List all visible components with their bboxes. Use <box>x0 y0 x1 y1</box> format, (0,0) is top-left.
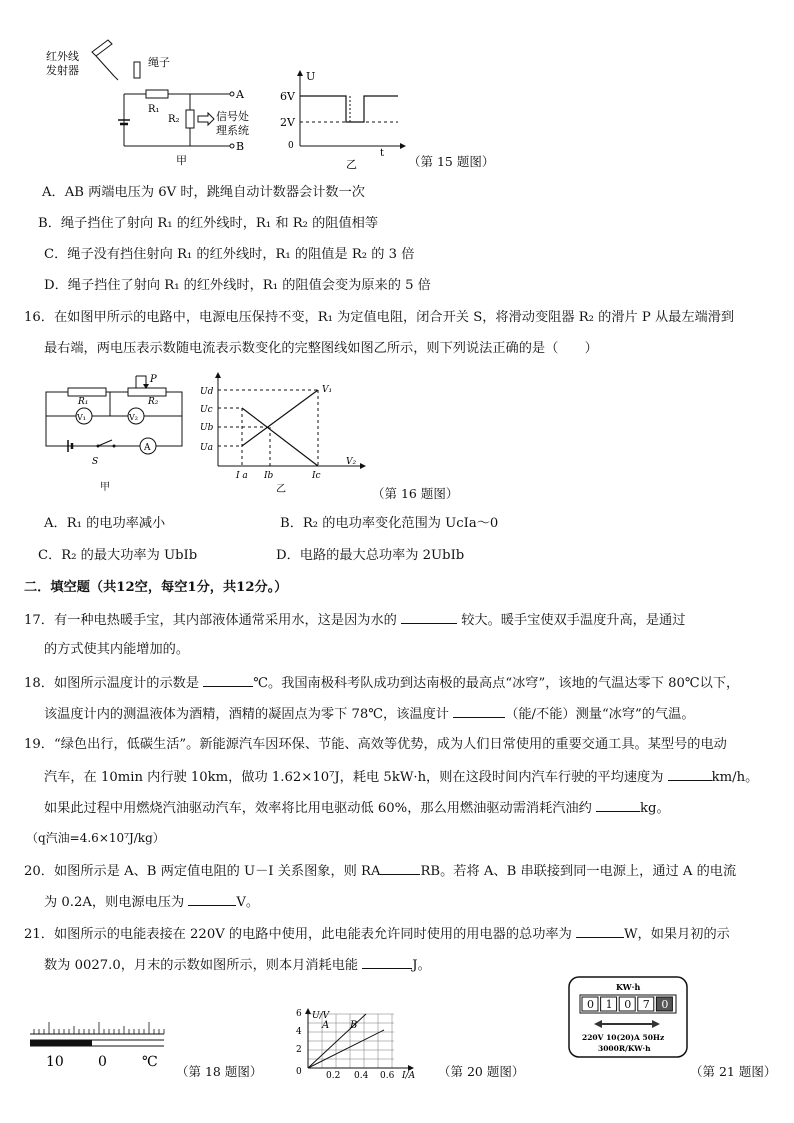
q20-blank-2[interactable] <box>188 892 236 906</box>
q18-thermometer-figure <box>28 1012 168 1076</box>
xtick-04: 0.4 <box>354 1071 369 1081</box>
r2-resistor <box>186 110 194 128</box>
ytick-2: 2 <box>296 1045 302 1055</box>
line-b-label: B <box>350 1020 358 1031</box>
q18-line1 <box>24 673 739 693</box>
q17-line2: 的方式使其内能增加的。 <box>44 642 190 657</box>
q20-text-d: V。 <box>236 895 260 910</box>
q20-caption: （第 20 题图） <box>438 1064 525 1079</box>
q19-line2 <box>44 767 758 787</box>
emitter-label-2: 发射器 <box>46 64 79 77</box>
r1-label: R₁ <box>148 104 160 115</box>
rope-icon <box>134 62 140 78</box>
ia-label: I a <box>236 471 248 481</box>
switch-s-label: S <box>92 457 99 467</box>
system-label-1: 信号处 <box>216 110 249 123</box>
ud-label: Ud <box>200 387 214 397</box>
rope-label: 绳子 <box>148 56 170 69</box>
ytick-6: 6 <box>296 1009 302 1019</box>
q18-text-c: 该温度计内的测温液体为酒精，酒精的凝固点为零下 78℃，该温度计 <box>44 707 449 722</box>
q20-text-c: 为 0.2A，则电源电压为 <box>44 895 185 910</box>
q18-line2 <box>44 704 695 724</box>
q20-blank-1[interactable] <box>380 861 420 875</box>
q19-blank-1[interactable] <box>668 767 712 781</box>
q16-option-d: D．电路的最大总功率为 2UbIb <box>276 548 465 563</box>
i-axis-label: I/A <box>402 1071 416 1081</box>
q18-blank-2[interactable] <box>453 704 505 718</box>
meter-digit: 7 <box>642 998 650 1011</box>
q19-line3 <box>44 798 670 818</box>
q18-text-b: ℃。我国南极科考队成功到达南极的最高点“冰穹”，该地的气温达零下 80℃以下， <box>253 676 740 691</box>
v1-line-label: V₁ <box>322 385 333 395</box>
q21-blank-1[interactable] <box>576 924 624 938</box>
r2-label: R₂ <box>168 114 180 125</box>
q19-text-d: kg。 <box>640 801 670 816</box>
q17-blank-1[interactable] <box>401 610 457 624</box>
fig-yi-label: 乙 <box>276 484 286 494</box>
q17-text-a: 17．有一种电热暖手宝，其内部液体通常采用水，这是因为水的 <box>24 613 397 628</box>
thermo-label-10: 10 <box>46 1054 64 1070</box>
ub-label: Ub <box>200 423 214 433</box>
meter-digit: 1 <box>605 998 613 1011</box>
r1-resistor <box>146 90 168 98</box>
q18-caption: （第 18 题图） <box>176 1064 263 1079</box>
r1-resistor <box>68 388 106 396</box>
t-axis-label: t <box>380 148 385 159</box>
xtick-06: 0.6 <box>380 1071 395 1081</box>
meter-digit: 0 <box>587 998 594 1011</box>
q20-ui-chart <box>284 1008 430 1082</box>
q15-option-c: C．绳子没有挡住射向 R₁ 的红外线时，R₁ 的阻值是 R₂ 的 3 倍 <box>44 247 415 262</box>
v2-line-label: V₂ <box>346 457 357 467</box>
q16-stem-line2: 最右端，两电压表示数随电流表示数变化的完整图线如图乙所示，则下列说法正确的是（ ） <box>44 341 598 356</box>
uc-label: Uc <box>200 405 213 415</box>
ammeter-text: A <box>144 443 151 453</box>
q19-text-b: km/h。 <box>711 770 759 785</box>
q16-option-a: A．R₁ 的电功率减小 <box>44 516 166 531</box>
fig-yi-label: 乙 <box>346 158 357 170</box>
q21-electricity-meter <box>568 976 688 1058</box>
q15-option-d: D．绳子挡住了射向 R₁ 的红外线时，R₁ 的阻值会变为原来的 5 倍 <box>44 278 431 293</box>
q21-text-b: W，如果月初的示 <box>624 927 730 942</box>
q19-text-a: 汽车，在 10min 内行驶 10km，做功 1.62×10⁷J，耗电 5kW·h，则在这段时间内汽车行驶的平均速度为 <box>44 770 664 785</box>
meter-digit: 0 <box>661 998 669 1011</box>
r1-label: R₁ <box>78 397 89 407</box>
v2-text: V₂ <box>129 413 138 422</box>
fig-jia-label: 甲 <box>176 154 187 166</box>
arrow-icon <box>198 113 214 125</box>
q20-line2 <box>44 892 259 912</box>
origin-label: 0 <box>288 141 294 151</box>
infrared-emitter-icon <box>92 40 118 80</box>
section-2-heading: 二．填空题（共12空，每空1分，共12分。） <box>24 580 288 595</box>
emitter-label-1: 红外线 <box>46 50 79 63</box>
q20-line1 <box>24 861 736 881</box>
q18-blank-1[interactable] <box>203 673 253 687</box>
fig-jia-label: 甲 <box>100 482 110 493</box>
q15-option-a: A．AB 两端电压为 6V 时，跳绳自动计数器会计数一次 <box>42 185 365 200</box>
q21-caption: （第 21 题图） <box>690 1064 777 1079</box>
q19-text-c: 如果此过程中用燃烧汽油驱动汽车，效率将比用电驱动低 60%，那么用燃油驱动需消耗汽油约 <box>44 801 592 816</box>
thermo-label-0: 0 <box>98 1054 107 1070</box>
q16-stem-line1: 16．在如图甲所示的电路中，电源电压保持不变，R₁ 为定值电阻，闭合开关 S，将滑动变阻器 R₂ 的滑片 P 从最左端滑到 <box>24 310 735 325</box>
r2-label: R₂ <box>148 397 159 407</box>
q16-option-b: B．R₂ 的电功率变化范围为 UcIa～0 <box>280 516 499 531</box>
q18-text-a: 18．如图所示温度计的示数是 <box>24 676 200 691</box>
tick-2v: 2V <box>280 116 295 129</box>
q16-caption: （第 16 题图） <box>372 486 459 501</box>
ic-label: Ic <box>312 471 321 481</box>
q21-blank-2[interactable] <box>362 955 412 969</box>
q19-line4: （q汽油=4.6×10⁷J/kg） <box>26 831 165 845</box>
q21-text-a: 21．如图所示的电能表接在 220V 的电路中使用，此电能表允许同时使用的用电器的总功率为 <box>24 927 572 942</box>
liquid-column <box>30 1040 92 1046</box>
ua-label: Ua <box>200 443 213 453</box>
q19-line1: 19．“绿色出行，低碳生活”。新能源汽车因环保、节能、高效等优势，成为人们日常使用的重要交通工具。某型号的电动 <box>24 737 727 752</box>
v1-text: V₁ <box>77 413 86 422</box>
q16-circuit-figure <box>40 374 190 494</box>
u-axis-label: U/V <box>312 1011 330 1021</box>
q18-text-d: （能/不能）测量“冰穹”的气温。 <box>505 707 695 722</box>
terminal-b: B <box>236 140 245 153</box>
voltage-waveform <box>300 96 398 122</box>
meter-unit: KW·h <box>616 982 641 992</box>
q15-caption: （第 15 题图） <box>408 154 495 169</box>
q19-blank-2[interactable] <box>596 798 640 812</box>
q15-circuit-figure <box>40 36 260 166</box>
q15-option-b: B．绳子挡住了射向 R₁ 的红外线时，R₁ 和 R₂ 的阻值相等 <box>38 216 379 231</box>
thermo-unit: ℃ <box>142 1054 158 1070</box>
q21-text-c: 数为 0027.0，月末的示数如图所示，则本月消耗电能 <box>44 958 359 973</box>
q20-text-b: RB。若将 A、B 串联接到同一电源上，通过 A 的电流 <box>420 864 737 879</box>
ytick-4: 4 <box>296 1027 302 1037</box>
u-axis-label: U <box>306 70 316 83</box>
slider-p-label: P <box>150 374 157 385</box>
q15-voltage-graph <box>280 66 410 170</box>
tick-6v: 6V <box>280 90 295 103</box>
q20-text-a: 20．如图所示是 A、B 两定值电阻的 U－I 关系图象，则 RA <box>24 864 381 879</box>
q17-text-b: 较大。暖手宝使双手温度升高，是通过 <box>461 613 686 628</box>
system-label-2: 理系统 <box>216 124 249 137</box>
meter-spec-1: 220V 10(20)A 50Hz <box>582 1033 665 1042</box>
r2-resistor <box>128 388 166 396</box>
q21-line2 <box>44 955 431 975</box>
q16-option-c: C．R₂ 的最大功率为 UbIb <box>38 548 198 563</box>
q17-line1 <box>24 610 685 630</box>
meter-digit: 0 <box>624 998 632 1011</box>
meter-spec-2: 3000R/KW·h <box>598 1044 651 1053</box>
xtick-02: 0.2 <box>326 1071 341 1081</box>
origin-label: 0 <box>296 1067 302 1077</box>
q16-ui-graph <box>196 370 372 494</box>
line-a-label: A <box>322 1020 330 1031</box>
terminal-a: A <box>236 88 244 101</box>
line-b <box>308 1030 384 1068</box>
q21-line1 <box>24 924 730 944</box>
ib-label: Ib <box>264 471 274 481</box>
q21-text-d: J。 <box>412 958 431 973</box>
